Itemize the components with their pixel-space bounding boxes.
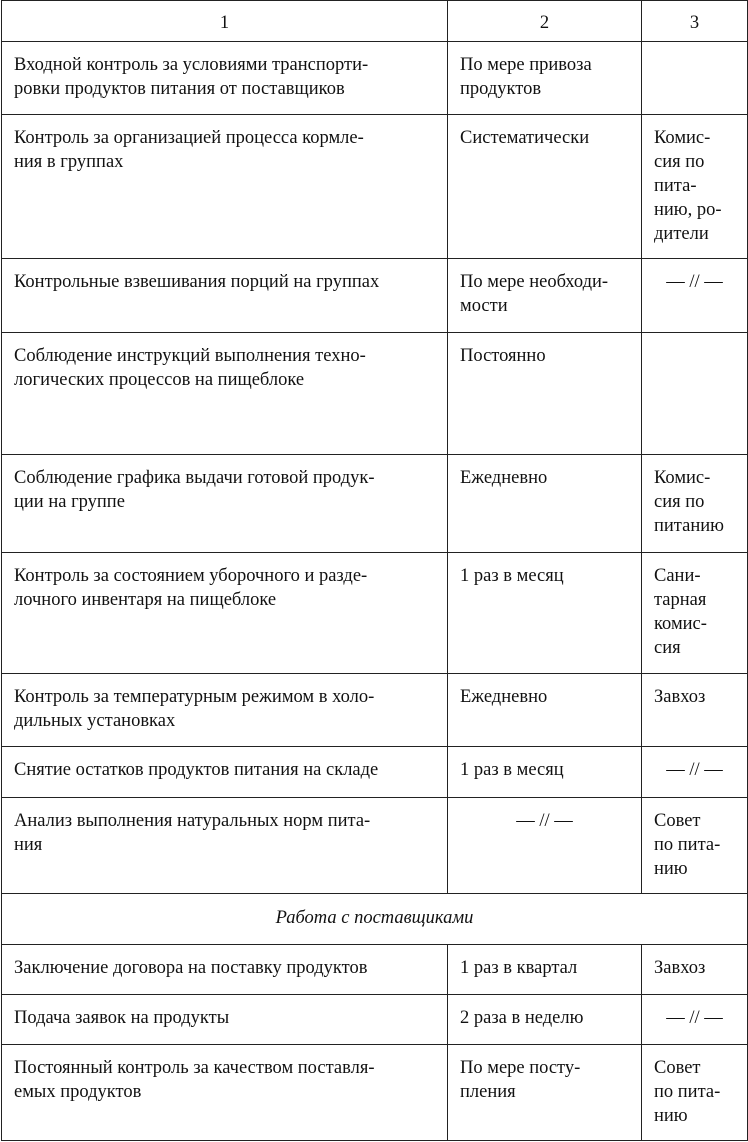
table-row bbox=[2, 553, 748, 674]
table-header-row bbox=[2, 1, 748, 42]
activity-cell: Заключение договора на поставку продуктов bbox=[2, 945, 448, 995]
responsible-cell: — // — bbox=[642, 747, 748, 798]
responsible-cell: Сани- тарная комис- сия bbox=[642, 553, 748, 674]
frequency-cell: — // — bbox=[448, 798, 642, 894]
activity-cell: Соблюдение графика выдачи готовой продук- ции на группе bbox=[2, 455, 448, 553]
table-row bbox=[2, 259, 748, 333]
table-row bbox=[2, 115, 748, 259]
responsible-cell: Комис- сия по пита- нию, ро- дители bbox=[642, 115, 748, 259]
activity-cell: Анализ выполнения натуральных норм пита- ния bbox=[2, 798, 448, 894]
responsible-cell bbox=[642, 42, 748, 115]
control-table bbox=[1, 0, 748, 1141]
activity-cell: Подача заявок на продукты bbox=[2, 995, 448, 1045]
activity-cell: Контрольные взвешивания порций на группах bbox=[2, 259, 448, 333]
activity-cell: Контроль за состоянием уборочного и разде- лочного инвентаря на пищеблоке bbox=[2, 553, 448, 674]
table-row bbox=[2, 455, 748, 553]
activity-cell: Постоянный контроль за качеством поставля- емых продуктов bbox=[2, 1045, 448, 1141]
activity-cell: Входной контроль за условиями транспорти- ровки продуктов питания от поставщиков bbox=[2, 42, 448, 115]
frequency-cell: По мере привоза продуктов bbox=[448, 42, 642, 115]
responsible-cell: — // — bbox=[642, 259, 748, 333]
table-row bbox=[2, 333, 748, 455]
frequency-cell: 1 раз в месяц bbox=[448, 747, 642, 798]
activity-cell: Снятие остатков продуктов питания на складе bbox=[2, 747, 448, 798]
responsible-cell: — // — bbox=[642, 995, 748, 1045]
section-title: Работа с поставщиками bbox=[2, 894, 748, 945]
responsible-cell: Совет по пита- нию bbox=[642, 1045, 748, 1141]
column-number-1: 1 bbox=[2, 1, 448, 42]
column-number-2: 2 bbox=[448, 1, 642, 42]
table-row bbox=[2, 945, 748, 995]
table-row bbox=[2, 995, 748, 1045]
responsible-cell: Завхоз bbox=[642, 674, 748, 747]
activity-cell: Контроль за организацией процесса кормле- ния в группах bbox=[2, 115, 448, 259]
activity-cell: Контроль за температурным режимом в холо- дильных установках bbox=[2, 674, 448, 747]
frequency-cell: По мере необходи- мости bbox=[448, 259, 642, 333]
section-header-row bbox=[2, 894, 748, 945]
table-row bbox=[2, 1045, 748, 1141]
frequency-cell: Постоянно bbox=[448, 333, 642, 455]
frequency-cell: 1 раз в месяц bbox=[448, 553, 642, 674]
frequency-cell: Ежедневно bbox=[448, 455, 642, 553]
frequency-cell: 2 раза в неделю bbox=[448, 995, 642, 1045]
responsible-cell: Комис- сия по питанию bbox=[642, 455, 748, 553]
activity-cell: Соблюдение инструкций выполнения техно- логических процессов на пищеблоке bbox=[2, 333, 448, 455]
frequency-cell: 1 раз в квартал bbox=[448, 945, 642, 995]
responsible-cell: Завхоз bbox=[642, 945, 748, 995]
frequency-cell: Систематически bbox=[448, 115, 642, 259]
frequency-cell: Ежедневно bbox=[448, 674, 642, 747]
frequency-cell: По мере посту- пления bbox=[448, 1045, 642, 1141]
column-number-3: 3 bbox=[642, 1, 748, 42]
table-row bbox=[2, 674, 748, 747]
responsible-cell bbox=[642, 333, 748, 455]
table-row bbox=[2, 42, 748, 115]
table-row bbox=[2, 747, 748, 798]
table-row bbox=[2, 798, 748, 894]
responsible-cell: Совет по пита- нию bbox=[642, 798, 748, 894]
